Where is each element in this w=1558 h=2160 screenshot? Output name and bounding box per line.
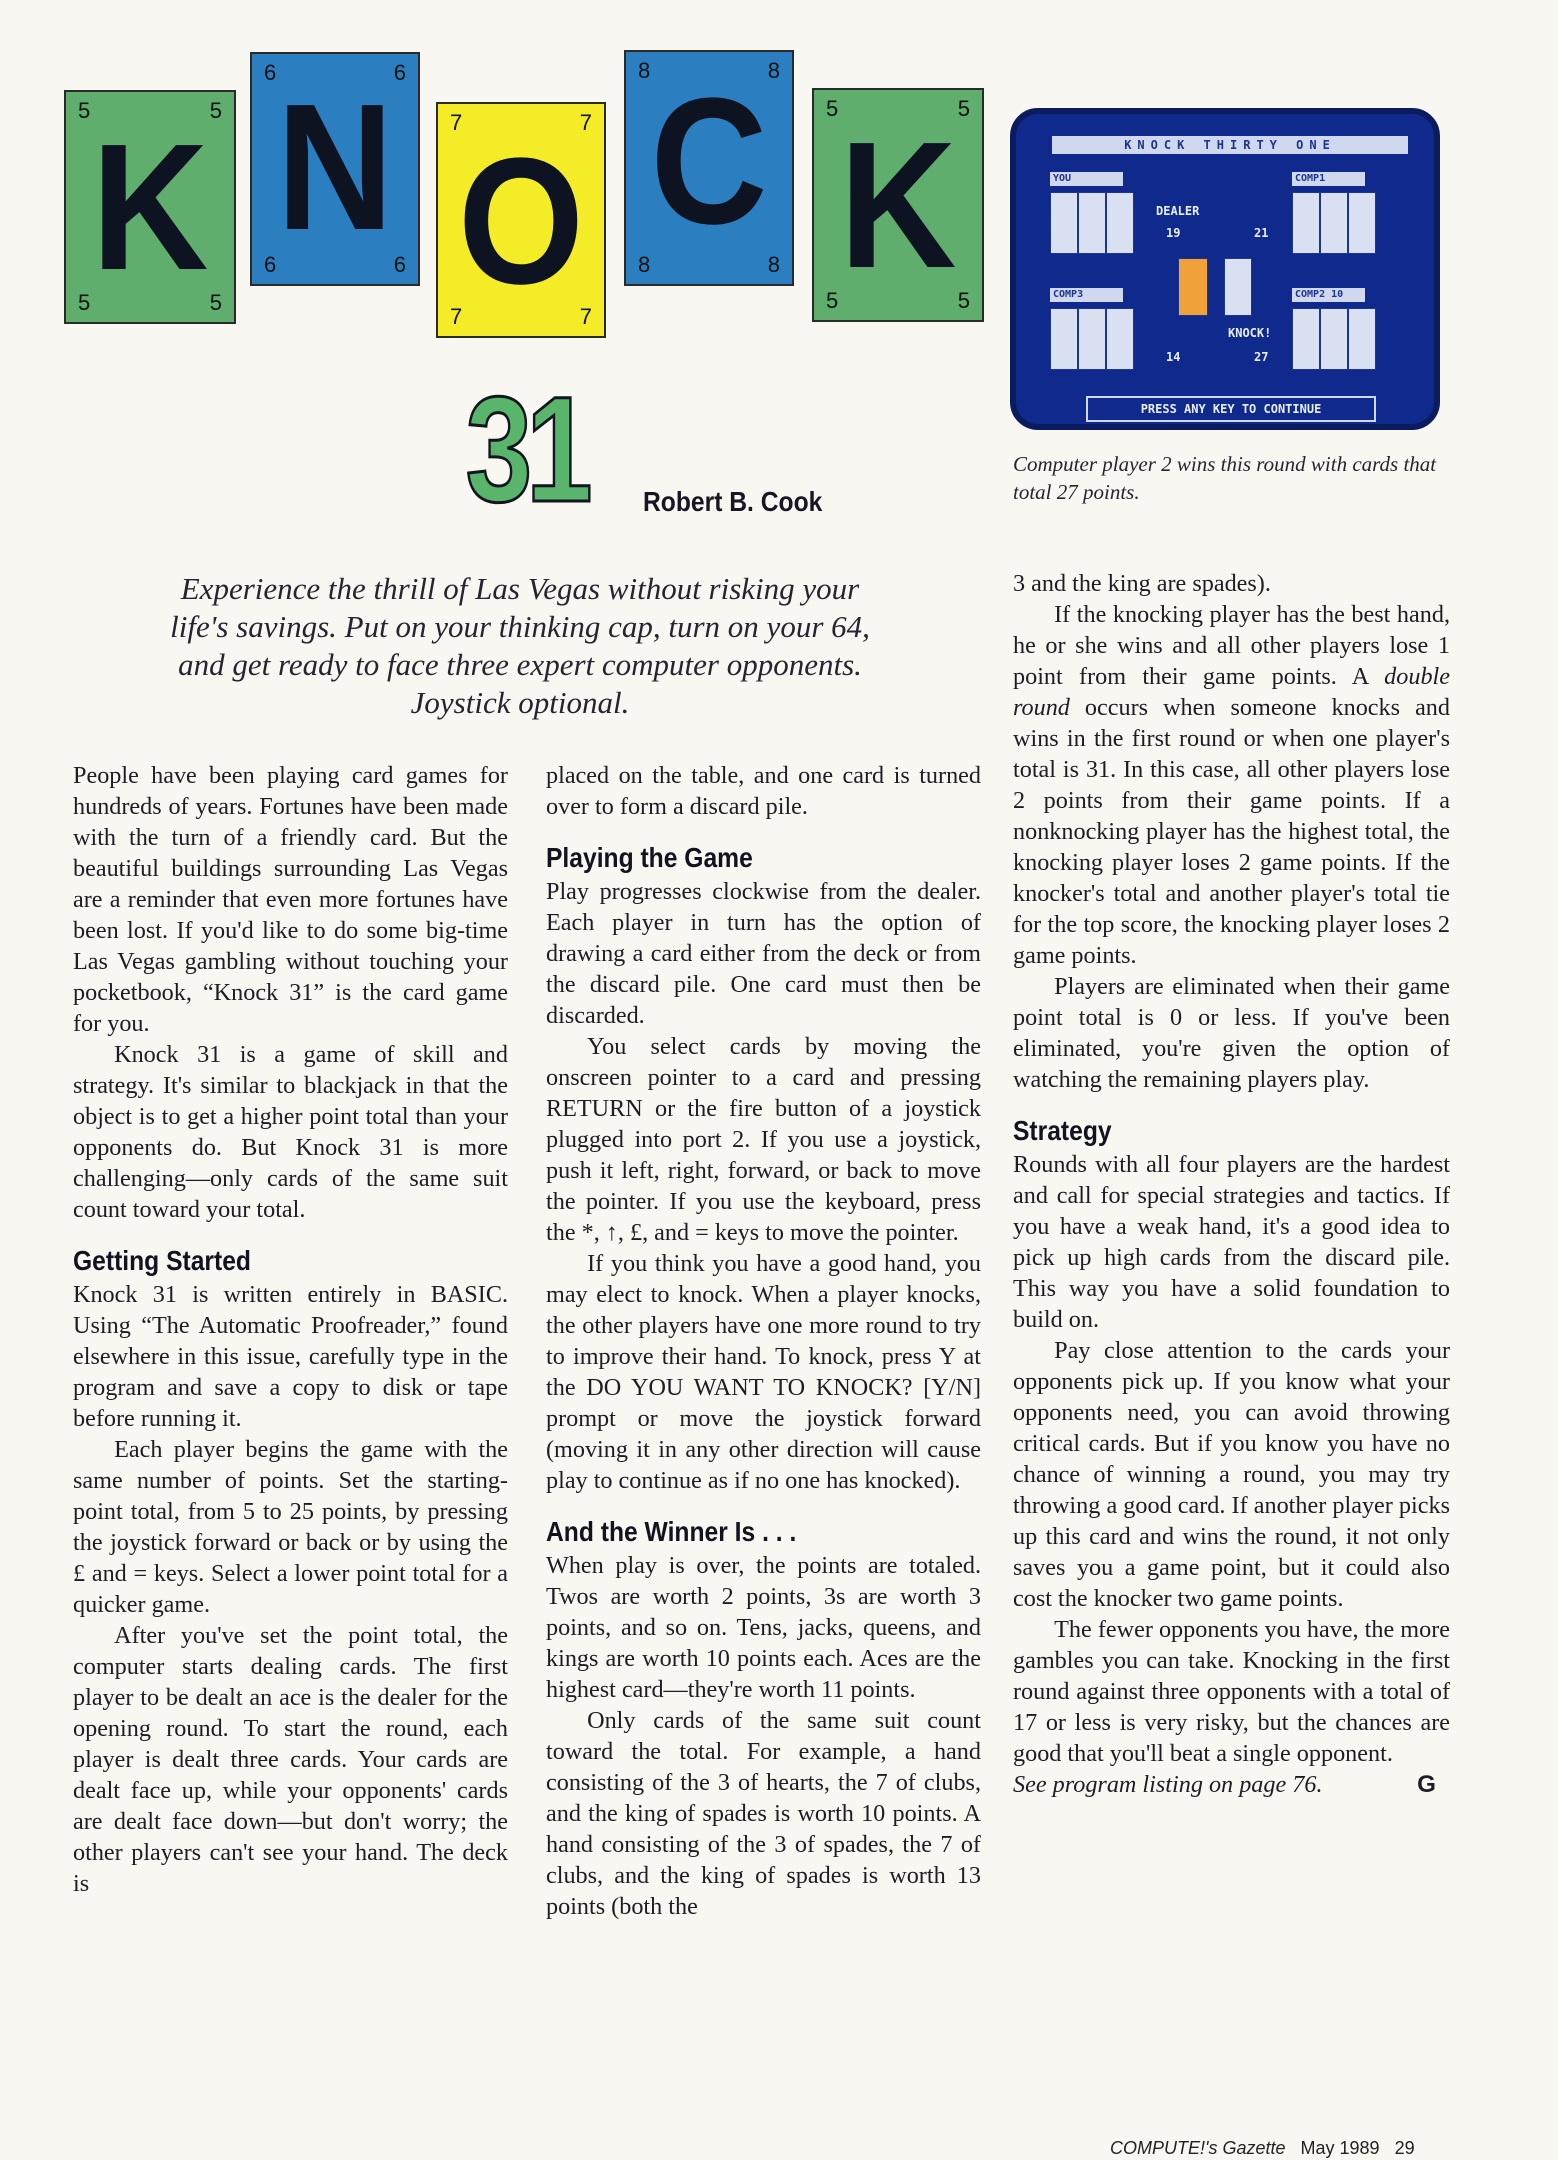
page-footer: [1110, 2138, 1415, 2159]
card-index: 5: [826, 96, 839, 121]
label-comp1: COMP1: [1292, 172, 1365, 186]
paragraph: [1013, 599, 1450, 971]
card-comp2-1: [1292, 308, 1320, 370]
column-1: [73, 760, 508, 1899]
paragraph: Each player begins the game with the same number of points. Set the starting-point total, from 5 to 25 points, by pressing the joystick forward or back or by using the £ and = keys. Select a lower point total for a quicker game.: [73, 1436, 508, 1618]
card-index: 7: [450, 304, 463, 329]
deck-card: [1178, 258, 1208, 316]
card-index: 5: [957, 96, 970, 121]
paragraph: Only cards of the same suit count toward the total. For example, a hand consisting of the 3 of hearts, the 7 of clubs, and the king of spades is worth 10 points. A hand consisting of the 3 of spades, the 7 of clubs, and the king of spades is worth 13 points (both the: [546, 1707, 981, 1920]
card-index: 6: [393, 60, 406, 85]
end-mark: G: [1417, 1771, 1436, 1798]
paragraph: Pay close attention to the cards your opponents pick up. If you know what your opponents need, you can avoid throwing critical cards. But if you know you have no chance of winning a round, you may try throwing a good card. If another player picks up this card and wins the round, it not only saves you a game point, but it could also cost the knocker two game points.: [1013, 1337, 1450, 1612]
card-you-2: [1078, 192, 1106, 254]
card-letter: K: [91, 107, 209, 308]
card-comp3-2: [1078, 308, 1106, 370]
card-index: 7: [579, 110, 592, 135]
card-comp2-2: [1320, 308, 1348, 370]
label-comp2: COMP2 10: [1292, 288, 1365, 302]
dealer-label: DEALER: [1156, 204, 1200, 218]
paragraph: 3 and the king are spades).: [1013, 570, 1271, 597]
program-listing-reference: [1013, 1769, 1450, 1800]
card-comp2-3: [1348, 308, 1376, 370]
card-index: 8: [767, 252, 780, 277]
card-index: 5: [78, 98, 91, 123]
column-3: [1013, 568, 1450, 1800]
card-index: 8: [767, 58, 780, 83]
card-letter: N: [276, 67, 394, 268]
card-you-1: [1050, 192, 1078, 254]
paragraph: People have been playing card games for hundreds of years. Fortunes have been made with the turn of a friendly card. But the beautiful buildings surrounding Las Vegas are a reminder that even more fortunes have been lost. If you'd like to do some big-time Las Vegas gambling without touching your pocketbook, “Knock 31” is the card game for you.: [73, 762, 508, 1037]
see-program-listing: See program listing on page 76.: [1013, 1771, 1323, 1798]
paragraph: placed on the table, and one card is turned over to form a discard pile.: [546, 762, 981, 820]
card-index: 8: [638, 58, 651, 83]
card-comp1-2: [1320, 192, 1348, 254]
heading-strategy: Strategy: [1013, 1115, 1112, 1146]
card-comp1-3: [1348, 192, 1376, 254]
screen-title: KNOCK THIRTY ONE: [1052, 136, 1408, 154]
card-index: 7: [579, 304, 592, 329]
card-index: 5: [957, 288, 970, 313]
card-you-3: [1106, 192, 1134, 254]
screenshot-caption: Computer player 2 wins this round with cards that total 27 points.: [1013, 452, 1437, 504]
paragraph: Knock 31 is written entirely in BASIC. Using “The Automatic Proofreader,” found elsewhere in this issue, carefully type in the program and save a copy to disk or tape before running it.: [73, 1281, 508, 1432]
title-number: 31: [465, 365, 587, 533]
title-card-n: [250, 52, 420, 286]
text-run: occurs when someone knocks and wins in the first round or when one player's total is 31. In this case, all other players lose 2 points from their game points. If a nonknocking player has the highest total, the knocking player loses 2 game points. If the knocker's total and another player's total tie for the top score, the knocking player loses 2 game points.: [1013, 694, 1450, 969]
paragraph: When play is over, the points are totaled. Twos are worth 2 points, 3s are worth 3 points, and so on. Tens, jacks, queens, and kings are worth 10 points each. Aces are the highest card—they're worth 11 points.: [546, 1552, 981, 1703]
card-index: 5: [209, 290, 222, 315]
card-letter: O: [457, 121, 584, 322]
intro-deck: Experience the thrill of Las Vegas without risking your life's savings. Put on your thinking cap, turn on your 64, and get ready to face three expert computer opponents. Joystick optional.: [170, 571, 870, 720]
discard-card: [1224, 258, 1252, 316]
heading-and-the-winner-is: And the Winner Is . . .: [546, 1516, 797, 1547]
press-any-key: PRESS ANY KEY TO CONTINUE: [1086, 396, 1376, 422]
magazine-name: COMPUTE!'s Gazette: [1110, 2138, 1286, 2158]
card-index: 5: [209, 98, 222, 123]
label-comp3: COMP3: [1050, 288, 1123, 302]
paragraph: Play progresses clockwise from the dealer. Each player in turn has the option of drawing a card either from the deck or from the discard pile. One card must then be discarded.: [546, 878, 981, 1029]
score-comp3: 14: [1166, 350, 1181, 364]
knock-label: KNOCK!: [1228, 326, 1272, 340]
card-comp3-3: [1106, 308, 1134, 370]
card-index: 5: [78, 290, 91, 315]
paragraph: The fewer opponents you have, the more gambles you can take. Knocking in the first round against three opponents with a total of 17 or less is very risky, but the chances are good that you'll beat a single opponent.: [1013, 1616, 1450, 1767]
paragraph: After you've set the point total, the computer starts dealing cards. The first player to be dealt an ace is the dealer for the opening round. To start the round, each player is dealt three cards. Your cards are dealt face up, while your opponents' cards are dealt face down—but don't worry; the other players can't see your hand. The deck is: [73, 1622, 508, 1897]
paragraph: If you think you have a good hand, you may elect to knock. When a player knocks, the other players have one more round to try to improve their hand. To knock, press Y at the DO YOU WANT TO KNOCK? [Y/N] prompt or move the joystick forward (moving it in any other direction will cause play to continue as if no one has knocked).: [546, 1250, 981, 1494]
author-byline: Robert B. Cook: [643, 486, 823, 517]
paragraph: Rounds with all four players are the hardest and call for special strategies and tactics. If you have a weak hand, it's a good idea to pick up high cards from the discard pile. This way you have a solid foundation to build on.: [1013, 1151, 1450, 1333]
page-number: 29: [1394, 2138, 1415, 2158]
paragraph: Players are eliminated when their game point total is 0 or less. If you've been eliminated, you're given the option of watching the remaining players play.: [1013, 973, 1450, 1093]
card-comp3-1: [1050, 308, 1078, 370]
score-you: 19: [1166, 226, 1181, 240]
score-comp1: 21: [1254, 226, 1269, 240]
card-index: 8: [638, 252, 651, 277]
card-index: 6: [393, 252, 406, 277]
card-index: 5: [826, 288, 839, 313]
card-letter: K: [839, 105, 957, 306]
game-screenshot: [1010, 108, 1440, 430]
card-index: 6: [264, 252, 277, 277]
heading-getting-started: Getting Started: [73, 1245, 251, 1276]
column-2: [546, 760, 981, 1922]
title-card-o: [436, 102, 606, 338]
title-card-k1: [64, 90, 236, 324]
text-run: If the knocking player has the best hand, he or she wins and all other players lose 1 point from their game points. A: [1013, 601, 1450, 690]
card-index: 7: [450, 110, 463, 135]
paragraph: You select cards by moving the onscreen pointer to a card and pressing RETURN or the fire button of a joystick plugged into port 2. If you use a joystick, push it left, right, forward, or back to move the pointer. If you use the keyboard, press the *, ↑, £, and = keys to move the pointer.: [546, 1033, 981, 1246]
label-you: YOU: [1050, 172, 1123, 186]
paragraph: Knock 31 is a game of skill and strategy. It's similar to blackjack in that the object is to get a higher point total than your opponents do. But Knock 31 is more challenging—only cards of the same suit count toward your total.: [73, 1041, 508, 1223]
emphasis-double-round: double round: [1013, 663, 1450, 721]
card-comp1-1: [1292, 192, 1320, 254]
issue-date: May 1989: [1300, 2138, 1380, 2158]
card-index: 6: [264, 60, 277, 85]
score-comp2: 27: [1254, 350, 1269, 364]
heading-playing-the-game: Playing the Game: [546, 842, 753, 873]
title-card-k2: [812, 88, 984, 322]
title-card-c: [624, 50, 794, 286]
card-letter: C: [650, 61, 768, 262]
